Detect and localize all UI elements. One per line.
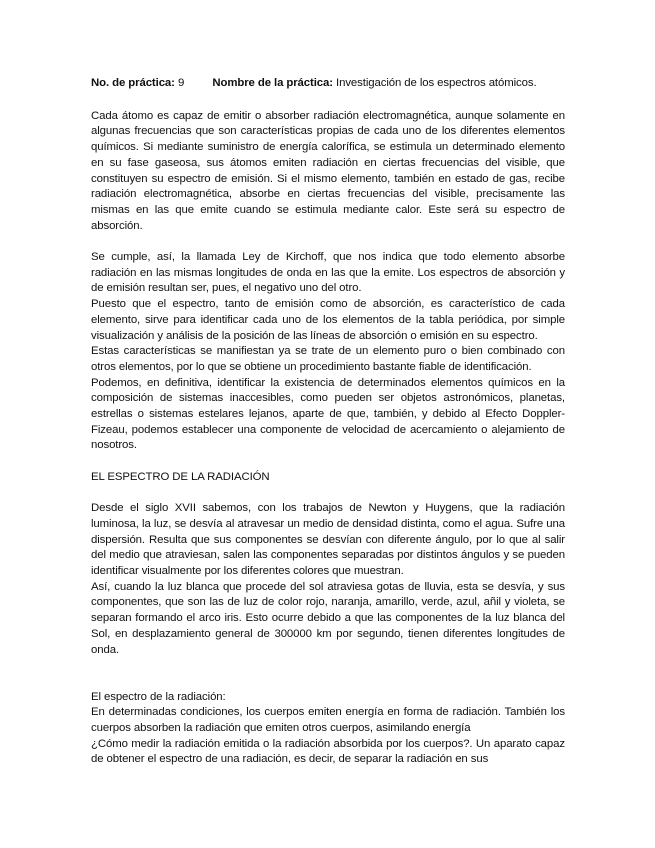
paragraph-astronomical-objects: Podemos, en definitiva, identificar la existencia de determinados elementos químicos en la composición de sistemas inaccesibles, como pueden ser objetos astronómicos, planetas, estrellas o sistemas estelares lejanos, aparte de que, también, y debido al Efecto Doppler-Fizeau, podemos establecer una componente de velocidad de acercamiento o alejamiento de nosotros. xyxy=(91,376,565,452)
paragraph-bodies-emit-energy: En determinadas condiciones, los cuerpos emiten energía en forma de radiación. También los cuerpos absorben la radiación que emiten otros cuerpos, asimilando energía xyxy=(91,706,565,735)
paragraph-pure-or-combined: Estas características se manifiestan ya se trate de un elemento puro o bien combinado con otros elementos, por lo que se obtiene un procedimiento bastante fiable de identificación. xyxy=(91,345,565,373)
practice-name: Investigación de los espectros atómicos. xyxy=(336,77,537,89)
paragraph-measure-radiation: ¿Cómo medir la radiación emitida o la radiación absorbida por los cuerpos?. Un aparato capaz de obtener el espectro de una radiación, es decir, de separar la radiación en sus xyxy=(91,737,565,766)
paragraph-kirchhoff-law: Se cumple, así, la llamada Ley de Kirchoff, que nos indica que todo elemento absorbe radiación en las mismas longitudes de onda en las que la emite. Los espectros de absorción y de emisión resultan ser, pues, el negativo uno del otro. xyxy=(91,251,565,295)
section-title: EL ESPECTRO DE LA RADIACIÓN xyxy=(91,470,270,483)
paragraph-rainbow: Así, cuando la luz blanca que procede del sol atraviesa gotas de lluvia, esta se desvía, y sus componentes, que son las de luz de color rojo, naranja, amarillo, verde, azul, añil y violeta, se separan formando el arco iris. Esto ocurre debido a que las componentes de la luz blanca del Sol, en desplazamiento general de 300000 km por segundo, tienen diferentes longitudes de onda. xyxy=(91,580,565,656)
subheading-radiation-spectrum: El espectro de la radiación: xyxy=(91,690,226,703)
paragraph-emission-absorption: Cada átomo es capaz de emitir o absorber radiación electromagnética, aunque solamente en algunas frecuencias que son características propias de cada uno de los diferentes elementos químicos. Si mediante suministro de energía calorífica, se estimula un determinado elemento en su fase gaseosa, sus átomos emiten radiación en ciertas frecuencias del visible, que constituyen su espectro de emisión. Si el mismo elemento, también en estado de gas, recibe radiación electromagnética, absorbe en ciertas frecuencias del visible, precisamente las mismas en las que emite cuando se estimula mediante calor. Este será su espectro de absorción. xyxy=(91,109,565,232)
practice-number: 9 xyxy=(177,77,185,89)
paragraph-newton-huygens: Desde el siglo XVII sabemos, con los trabajos de Newton y Huygens, que la radiación luminosa, la luz, se desvía al atravesar un medio de densidad distinta, como el agua. Sufre una dispersión. Resulta que sus componentes se desvían con diferente ángulo, por lo que al salir del medio que atraviesan, salen las componentes separadas por distintos ángulos y se pueden identificar visualmente por los diferentes colores que muestran. xyxy=(91,502,565,578)
practice-name-label: Nombre de la práctica: xyxy=(212,77,333,89)
document-body xyxy=(91,76,565,768)
paragraph-element-identification: Puesto que el espectro, tanto de emisión como de absorción, es característico de cada elemento, sirve para identificar cada uno de los elementos de la tabla periódica, por simple visualización y análisis de la posición de las líneas de absorción o emisión en su espectro. xyxy=(91,298,565,342)
practice-number-label: No. de práctica: xyxy=(91,77,175,89)
practice-header xyxy=(91,76,565,92)
